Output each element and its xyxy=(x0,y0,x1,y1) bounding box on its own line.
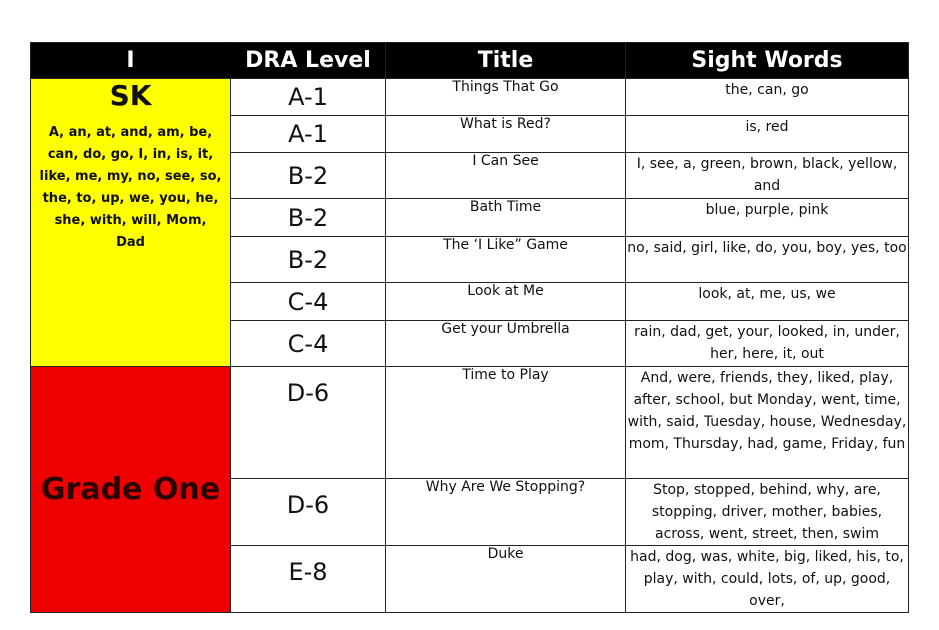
sk-group-words: A, an, at, and, am, be, can, do, go, I, in, is, it, like, me, my, no, see, so, the, to, up, we, you, he, she, with, will, Mom, Dad xyxy=(39,125,222,250)
book-title-cell: The ‘I Like” Game xyxy=(386,237,626,283)
sight-words-cell: And, were, friends, they, liked, play, after, school, but Monday, went, time, with, said, Tuesday, house, Wednesday, mom, Thursday, had, game, Friday, fun xyxy=(626,367,909,479)
book-title-cell: Get your Umbrella xyxy=(386,321,626,367)
dra-level-cell: C-4 xyxy=(231,321,386,367)
sight-words-cell: the, can, go xyxy=(626,79,909,116)
table-row xyxy=(31,367,909,479)
sight-words-cell: rain, dad, get, your, looked, in, under, her, here, it, out xyxy=(626,321,909,367)
sk-group-label: SK xyxy=(109,79,152,112)
header-corner: I xyxy=(31,43,231,79)
dra-level-cell: C-4 xyxy=(231,283,386,321)
sight-words-cell: had, dog, was, white, big, liked, his, to, play, with, could, lots, of, up, good, over, xyxy=(626,546,909,613)
dra-level-cell: B-2 xyxy=(231,153,386,199)
reading-levels-table xyxy=(30,42,909,613)
book-title-cell: What is Red? xyxy=(386,116,626,153)
dra-level-cell: B-2 xyxy=(231,237,386,283)
sight-words-cell: is, red xyxy=(626,116,909,153)
dra-level-cell: D-6 xyxy=(231,367,386,479)
book-title-cell: Duke xyxy=(386,546,626,613)
dra-level-cell: B-2 xyxy=(231,199,386,237)
dra-level-cell: D-6 xyxy=(231,479,386,546)
header-dra-level: DRA Level xyxy=(231,43,386,79)
dra-level-cell: A-1 xyxy=(231,79,386,116)
header-sight-words: Sight Words xyxy=(626,43,909,79)
book-title-cell: I Can See xyxy=(386,153,626,199)
book-title-cell: Bath Time xyxy=(386,199,626,237)
sight-words-cell: Stop, stopped, behind, why, are, stopping, driver, mother, babies, across, went, street, then, swim xyxy=(626,479,909,546)
book-title-cell: Things That Go xyxy=(386,79,626,116)
sight-words-cell: no, said, girl, like, do, you, boy, yes, too xyxy=(626,237,909,283)
sk-group-cell xyxy=(31,79,231,367)
sight-words-cell: blue, purple, pink xyxy=(626,199,909,237)
table-row xyxy=(31,79,909,116)
header-title: Title xyxy=(386,43,626,79)
grade-one-group-label: Grade One xyxy=(40,472,221,507)
dra-level-cell: E-8 xyxy=(231,546,386,613)
book-title-cell: Why Are We Stopping? xyxy=(386,479,626,546)
sight-words-cell: look, at, me, us, we xyxy=(626,283,909,321)
dra-level-cell: A-1 xyxy=(231,116,386,153)
book-title-cell: Time to Play xyxy=(386,367,626,479)
book-title-cell: Look at Me xyxy=(386,283,626,321)
grade-one-group-cell xyxy=(31,367,231,613)
header-row xyxy=(31,43,909,79)
sight-words-cell: I, see, a, green, brown, black, yellow, and xyxy=(626,153,909,199)
